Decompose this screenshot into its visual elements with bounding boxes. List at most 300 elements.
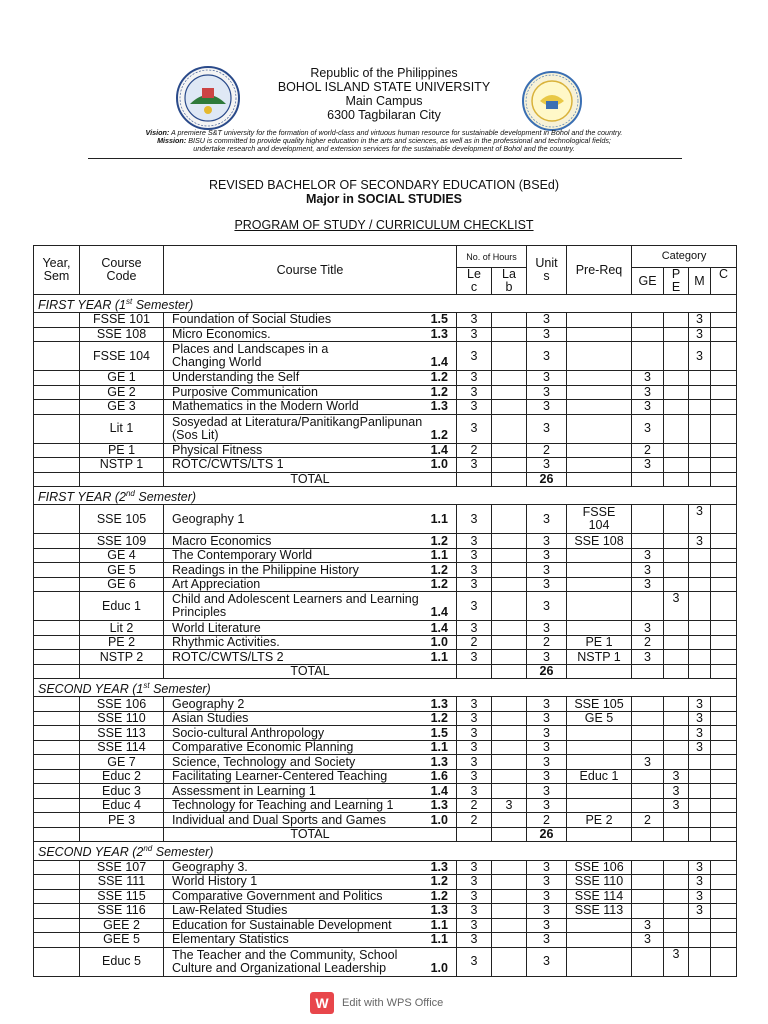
course-weight: 1.5 [430, 725, 448, 740]
header-pe: P E [664, 268, 689, 295]
lab-cell [492, 443, 527, 458]
year-sem-cell [34, 711, 80, 726]
course-title-cell [164, 371, 457, 386]
pe-cell [664, 740, 689, 755]
course-title-line2: Culture and Organizational Leadership [172, 960, 387, 975]
pe-cell: 3 [664, 769, 689, 784]
c-cell [711, 740, 737, 755]
units-cell: 3 [527, 371, 567, 386]
year-sem-cell [34, 889, 80, 904]
year-sem-cell [34, 947, 80, 976]
course-weight: 1.5 [430, 312, 448, 327]
lec-cell: 3 [457, 458, 492, 473]
c-cell [711, 577, 737, 592]
prereq-cell [567, 443, 632, 458]
course-weight: 1.0 [430, 457, 448, 472]
course-weight: 1.4 [430, 620, 448, 635]
table-body [34, 295, 737, 977]
c-cell [711, 313, 737, 328]
course-code-cell: Educ 3 [80, 784, 164, 799]
ge-cell [632, 327, 664, 342]
table-row [34, 904, 737, 919]
lab-cell [492, 400, 527, 415]
course-title-cell [164, 813, 457, 828]
prereq-cell [567, 621, 632, 636]
lec-cell: 2 [457, 798, 492, 813]
course-title-text: World Literature [172, 620, 261, 635]
units-cell: 2 [527, 443, 567, 458]
ge-cell: 3 [632, 371, 664, 386]
course-code-cell: Lit 1 [80, 414, 164, 443]
course-title-cell [164, 798, 457, 813]
c-cell [711, 443, 737, 458]
course-weight: 1.3 [430, 327, 448, 341]
m-cell: 3 [689, 534, 711, 549]
program-title: REVISED BACHELOR OF SECONDARY EDUCATION (BSEd) [208, 178, 560, 192]
lec-cell: 3 [457, 875, 492, 890]
table-row [34, 443, 737, 458]
m-cell [689, 635, 711, 650]
m-cell [689, 650, 711, 665]
course-weight: 1.3 [430, 903, 448, 918]
year-sem-cell [34, 592, 80, 621]
ge-cell: 3 [632, 933, 664, 948]
ge-cell: 2 [632, 443, 664, 458]
pe-cell [664, 697, 689, 712]
course-title-text: Socio-cultural Anthropology [172, 725, 325, 740]
year-sem-cell [34, 798, 80, 813]
total-row [34, 664, 737, 679]
empty-cell [632, 472, 664, 487]
pe-cell [664, 371, 689, 386]
m-cell [689, 621, 711, 636]
section-label: FIRST YEAR (2nd Semester) [34, 487, 737, 505]
lab-cell [492, 327, 527, 342]
lab-cell [492, 904, 527, 919]
ge-cell [632, 505, 664, 534]
lec-cell: 3 [457, 933, 492, 948]
pe-cell [664, 385, 689, 400]
course-title-text: Art Appreciation [172, 577, 261, 592]
ge-cell: 2 [632, 813, 664, 828]
course-code-cell: SSE 116 [80, 904, 164, 919]
lec-cell: 3 [457, 889, 492, 904]
course-title-text: Macro Economics [172, 533, 272, 548]
c-cell [711, 711, 737, 726]
ge-cell: 2 [632, 635, 664, 650]
m-cell [689, 563, 711, 578]
units-cell: 3 [527, 740, 567, 755]
course-title-cell [164, 697, 457, 712]
wps-logo-icon: W [310, 992, 334, 1014]
table-row [34, 875, 737, 890]
prereq-cell: NSTP 1 [567, 650, 632, 665]
m-cell: 3 [689, 904, 711, 919]
units-cell: 3 [527, 342, 567, 371]
lab-cell [492, 784, 527, 799]
course-title-cell [164, 904, 457, 919]
prereq-cell [567, 563, 632, 578]
year-sem-cell [34, 813, 80, 828]
pe-cell: 3 [664, 798, 689, 813]
prereq-cell: PE 1 [567, 635, 632, 650]
m-cell [689, 798, 711, 813]
ge-cell: 3 [632, 400, 664, 415]
lab-cell [492, 827, 527, 842]
course-weight: 1.4 [430, 355, 448, 370]
empty-cell [632, 827, 664, 842]
section-header-row [34, 842, 737, 860]
course-code-cell: SSE 106 [80, 697, 164, 712]
year-sem-cell [34, 650, 80, 665]
header-lab: La b [492, 268, 527, 295]
m-cell [689, 400, 711, 415]
lab-cell [492, 458, 527, 473]
pe-cell [664, 505, 689, 534]
lab-cell [492, 664, 527, 679]
total-units: 26 [527, 827, 567, 842]
year-sem-cell [34, 342, 80, 371]
pe-cell [664, 327, 689, 342]
course-code-cell: GE 2 [80, 385, 164, 400]
course-title-cell [164, 875, 457, 890]
wps-edit-link[interactable]: Edit with WPS Office [342, 997, 444, 1009]
pe-cell [664, 650, 689, 665]
pe-cell [664, 904, 689, 919]
header-c: C [711, 268, 737, 295]
units-cell: 3 [527, 592, 567, 621]
year-sem-cell [34, 860, 80, 875]
pe-cell [664, 414, 689, 443]
year-sem-cell [34, 755, 80, 770]
course-title-text: Elementary Statistics [172, 932, 289, 947]
course-code-cell: SSE 105 [80, 505, 164, 534]
pe-cell [664, 563, 689, 578]
lec-cell: 3 [457, 313, 492, 328]
course-title-cell [164, 784, 457, 799]
course-weight: 1.1 [430, 932, 448, 947]
course-title-text: Geography 3. [172, 860, 248, 874]
empty-cell [664, 827, 689, 842]
units-cell: 2 [527, 635, 567, 650]
ge-cell [632, 711, 664, 726]
course-weight: 1.1 [430, 548, 448, 563]
course-title-text: The Contemporary World [172, 548, 313, 563]
lec-cell: 3 [457, 548, 492, 563]
lec-cell: 3 [457, 534, 492, 549]
ge-cell: 3 [632, 755, 664, 770]
lab-cell [492, 592, 527, 621]
m-cell [689, 385, 711, 400]
prereq-cell [567, 400, 632, 415]
course-code-cell [80, 827, 164, 842]
lab-cell [492, 385, 527, 400]
units-cell: 3 [527, 548, 567, 563]
pe-cell [664, 577, 689, 592]
lab-cell [492, 505, 527, 534]
lab-cell [492, 650, 527, 665]
pe-cell [664, 534, 689, 549]
prereq-cell [567, 342, 632, 371]
pe-cell [664, 458, 689, 473]
prereq-cell [567, 371, 632, 386]
lec-cell: 3 [457, 860, 492, 875]
course-code-cell: GE 1 [80, 371, 164, 386]
c-cell [711, 650, 737, 665]
m-cell: 3 [689, 313, 711, 328]
curriculum-table [33, 245, 737, 977]
course-weight: 1.0 [430, 635, 448, 650]
table-row [34, 889, 737, 904]
course-code-cell: SSE 110 [80, 711, 164, 726]
year-sem-cell [34, 827, 80, 842]
lab-cell [492, 563, 527, 578]
wps-footer[interactable] [310, 990, 443, 1016]
pe-cell [664, 400, 689, 415]
course-code-cell: Educ 5 [80, 947, 164, 976]
ge-cell: 3 [632, 650, 664, 665]
c-cell [711, 342, 737, 371]
table-row [34, 711, 737, 726]
units-cell: 3 [527, 313, 567, 328]
table-row [34, 327, 737, 342]
header-course-title: Course Title [164, 246, 457, 295]
ge-cell [632, 947, 664, 976]
empty-cell [664, 472, 689, 487]
lec-cell: 3 [457, 563, 492, 578]
empty-cell [711, 472, 737, 487]
course-weight: 1.2 [430, 533, 448, 548]
table-row [34, 918, 737, 933]
m-cell: 3 [689, 726, 711, 741]
table-row [34, 650, 737, 665]
pe-cell [664, 342, 689, 371]
campus-line: Main Campus [345, 94, 423, 108]
c-cell [711, 933, 737, 948]
year-sem-cell [34, 371, 80, 386]
course-code-cell: SSE 107 [80, 860, 164, 875]
prereq-cell [567, 327, 632, 342]
ge-cell: 3 [632, 621, 664, 636]
course-weight: 1.2 [430, 385, 448, 399]
course-title-cell [164, 635, 457, 650]
course-weight: 1.2 [430, 577, 448, 592]
course-title-cell [164, 621, 457, 636]
pe-cell [664, 918, 689, 933]
ge-cell: 3 [632, 458, 664, 473]
header-category: Category [632, 246, 737, 268]
table-row [34, 784, 737, 799]
table-row [34, 577, 737, 592]
total-label: TOTAL [164, 472, 457, 487]
course-title-text: Geography 2 [172, 696, 245, 711]
course-weight: 1.4 [430, 783, 448, 798]
prereq-cell [567, 755, 632, 770]
table-row [34, 563, 737, 578]
lec-cell: 2 [457, 635, 492, 650]
c-cell [711, 371, 737, 386]
prereq-cell: SSE 106 [567, 860, 632, 875]
c-cell [711, 889, 737, 904]
c-cell [711, 548, 737, 563]
course-title-text: World History 1 [172, 874, 258, 889]
vision-mission-block [40, 129, 728, 153]
pe-cell [664, 711, 689, 726]
course-title-cell [164, 918, 457, 933]
ge-cell: 3 [632, 414, 664, 443]
table-row [34, 534, 737, 549]
course-weight: 1.6 [430, 769, 448, 784]
course-code-cell [80, 472, 164, 487]
vision-label: Vision: [145, 128, 170, 137]
course-title-cell [164, 443, 457, 458]
course-title-cell [164, 563, 457, 578]
units-cell: 3 [527, 400, 567, 415]
total-units: 26 [527, 472, 567, 487]
mission-text: BISU is committed to provide quality higher education in the arts and sciences, as well as in the professional and technological fields; [188, 136, 611, 145]
course-weight: 1.0 [430, 960, 448, 975]
course-title-line2: Changing World [172, 355, 262, 370]
lec-cell: 3 [457, 400, 492, 415]
prereq-cell [567, 385, 632, 400]
units-cell: 3 [527, 860, 567, 875]
ge-cell [632, 875, 664, 890]
course-weight: 1.4 [430, 605, 448, 620]
course-weight: 1.1 [430, 511, 448, 526]
course-title-text: Education for Sustainable Development [172, 918, 392, 932]
units-cell: 2 [527, 813, 567, 828]
pe-cell [664, 443, 689, 458]
units-cell: 3 [527, 755, 567, 770]
header-pre-req: Pre-Req [567, 246, 632, 295]
table-row [34, 414, 737, 443]
c-cell [711, 621, 737, 636]
course-title-cell [164, 534, 457, 549]
c-cell [711, 592, 737, 621]
header-ge: GE [632, 268, 664, 295]
course-title-text: Science, Technology and Society [172, 754, 356, 769]
lec-cell: 3 [457, 755, 492, 770]
lec-cell: 3 [457, 371, 492, 386]
m-cell [689, 548, 711, 563]
total-row [34, 827, 737, 842]
pe-cell [664, 860, 689, 875]
course-code-cell: GE 4 [80, 548, 164, 563]
course-title-line1: Sosyedad at Literatura/PanitikangPanlipunan [172, 414, 423, 429]
c-cell [711, 726, 737, 741]
course-title-line1: Child and Adolescent Learners and Learning [172, 592, 419, 607]
empty-cell [567, 472, 632, 487]
year-sem-cell [34, 740, 80, 755]
prereq-cell [567, 933, 632, 948]
course-title-cell [164, 577, 457, 592]
vision-text: A premiere S&T university for the formation of world-class and virtuous human resource for sustainable development in Bohol and the country. [170, 128, 623, 137]
course-title-cell [164, 327, 457, 342]
c-cell [711, 769, 737, 784]
course-title-text: Physical Fitness [172, 443, 263, 457]
course-weight: 1.1 [430, 918, 448, 932]
course-weight: 1.2 [430, 889, 448, 903]
course-title-text: Foundation of Social Studies [172, 312, 332, 327]
prereq-cell: GE 5 [567, 711, 632, 726]
year-sem-cell [34, 472, 80, 487]
ge-cell [632, 726, 664, 741]
m-cell [689, 592, 711, 621]
lab-cell: 3 [492, 798, 527, 813]
course-title-text: Mathematics in the Modern World [172, 399, 359, 414]
units-cell: 3 [527, 875, 567, 890]
course-title-cell [164, 385, 457, 400]
course-code-cell: FSSE 104 [80, 342, 164, 371]
lab-cell [492, 635, 527, 650]
prereq-cell [567, 784, 632, 799]
units-cell: 3 [527, 889, 567, 904]
c-cell [711, 414, 737, 443]
ge-cell [632, 889, 664, 904]
ge-cell [632, 592, 664, 621]
course-title-cell [164, 650, 457, 665]
course-title-cell [164, 755, 457, 770]
m-cell [689, 947, 711, 976]
pe-cell: 3 [664, 784, 689, 799]
course-weight: 1.2 [430, 711, 448, 726]
mission-line-2: undertake research and development, and extension services for the sustainable development of Bohol and the country. [193, 144, 575, 153]
c-cell [711, 755, 737, 770]
course-code-cell: PE 3 [80, 813, 164, 828]
m-cell: 3 [689, 342, 711, 371]
course-code-cell: NSTP 2 [80, 650, 164, 665]
course-weight: 1.2 [430, 370, 448, 385]
m-cell [689, 414, 711, 443]
course-title-cell [164, 400, 457, 415]
header-no-of-hours: No. of Hours [457, 246, 527, 268]
prereq-cell [567, 592, 632, 621]
units-cell: 3 [527, 918, 567, 933]
course-title-cell [164, 458, 457, 473]
m-cell: 3 [689, 711, 711, 726]
year-sem-cell [34, 327, 80, 342]
lab-cell [492, 577, 527, 592]
c-cell [711, 784, 737, 799]
course-weight: 1.2 [430, 427, 448, 442]
total-row [34, 472, 737, 487]
ge-cell [632, 534, 664, 549]
lec-cell: 3 [457, 577, 492, 592]
m-cell [689, 813, 711, 828]
ge-cell [632, 740, 664, 755]
major-title: Major in SOCIAL STUDIES [305, 192, 463, 206]
lab-cell [492, 860, 527, 875]
lec-cell: 3 [457, 327, 492, 342]
m-cell [689, 458, 711, 473]
m-cell: 3 [689, 740, 711, 755]
m-cell: 3 [689, 505, 711, 534]
pe-cell [664, 755, 689, 770]
course-title-text: Geography 1 [172, 511, 245, 526]
lab-cell [492, 740, 527, 755]
units-cell: 3 [527, 711, 567, 726]
lab-cell [492, 947, 527, 976]
lec-cell: 3 [457, 697, 492, 712]
units-cell: 3 [527, 534, 567, 549]
course-title-line1: Places and Landscapes in a [172, 342, 329, 357]
lec-cell: 3 [457, 726, 492, 741]
year-sem-cell [34, 414, 80, 443]
pe-cell [664, 813, 689, 828]
ge-cell [632, 313, 664, 328]
course-weight: 1.4 [430, 443, 448, 457]
ge-cell [632, 860, 664, 875]
